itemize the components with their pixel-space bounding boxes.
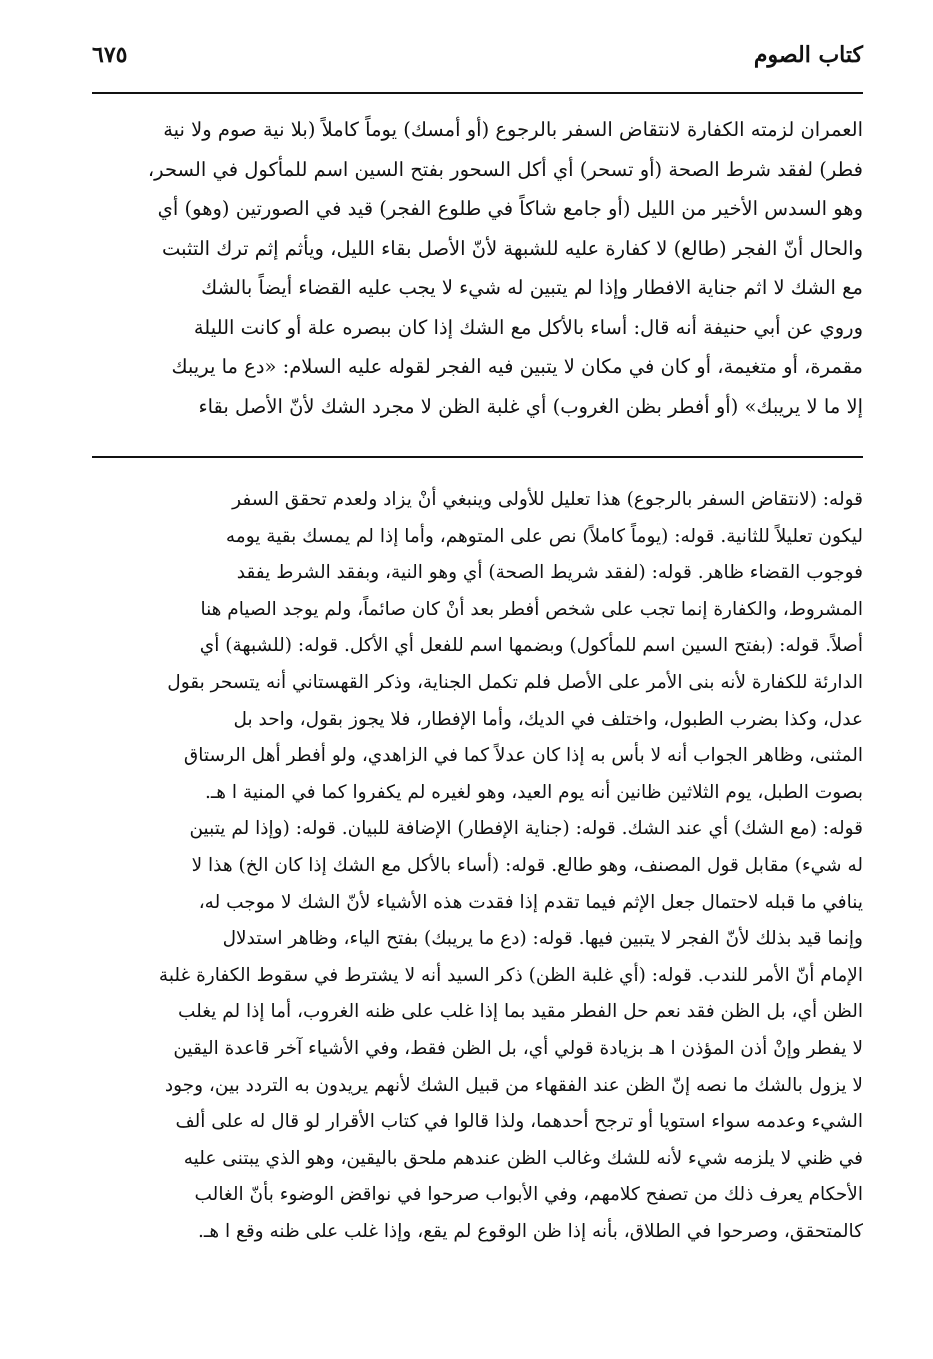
commentary-line: فوجوب القضاء ظاهر. قوله: (لفقد شريط الصحة) أي وهو النية، وبفقد الشرط يفقد [236, 562, 863, 584]
commentary-line: قوله: (مع الشك) أي عند الشك. قوله: (جناية الإفطار) الإضافة للبيان. قوله: (وإذا لم يتبين [189, 818, 863, 840]
main-text-line: وروي عن أبي حنيفة أنه قال: أساء بالأكل مع الشك إذا كان ببصره علة أو كانت الليلة [193, 315, 863, 339]
commentary-line: عدل، وكذا بضرب الطبول، واختلف في الديك، وأما الإفطار، فلا يجوز بقول، واحد بل [233, 708, 863, 730]
commentary-text [92, 482, 863, 1250]
main-text-line: والحال أنّ الفجر (طالع) لا كفارة عليه للشبهة لأنّ الأصل بقاء الليل، ويأثم إثم ترك التثبت [161, 236, 863, 260]
header-rule [92, 92, 863, 94]
commentary-line: الأحكام يعرف ذلك من تصفح كلامهم، وفي الأبواب صرحوا في نواقض الوضوء بأنّ الغالب [194, 1184, 863, 1206]
main-text [92, 110, 863, 426]
commentary-line: المثنى، وظاهر الجواب أنه لا بأس به إذا كان عدلاً كما في الزاهدي، ولو أفطر أهل الرستاق [183, 745, 863, 767]
page-number: ٦٧٥ [92, 42, 128, 68]
section-divider [92, 456, 863, 458]
commentary-line: الدارئة للكفارة لأنه بنى الأمر على الأصل فلم تكمل الجناية، وذكر القهستاني أنه يتسحر بقول [167, 671, 863, 693]
commentary-line: قوله: (لانتقاض السفر بالرجوع) هذا تعليل للأولى وينبغي أنْ يزاد ولعدم تحقق السفر [232, 489, 863, 510]
commentary-line: لا يفطر وإنْ أذن المؤذن ا هـ بزيادة قولي أي، بل الظن فقط، وفي الأشياء آخر قاعدة اليقين [173, 1037, 863, 1059]
commentary-line: ليكون تعليلاً للثانية. قوله: (يوماً كاملاً) نص على المتوهم، وأما إذا لم يمسك بقية يومه [225, 525, 863, 547]
main-text-line: فطر) لفقد شرط الصحة (أو تسحر) أي أكل السحور بفتح السين اسم للمأكول في السحر، [147, 157, 863, 181]
page-title: كتاب الصوم [753, 42, 863, 68]
commentary-line: في ظني لا يلزمه شيء لأنه للشك وغالب الظن عندهم ملحق باليقين، وهو الذي يبتنى عليه [183, 1147, 863, 1169]
commentary-line: أصلاً. قوله: (بفتح السين اسم للمأكول) وبضمها اسم للفعل أي الأكل. قوله: (للشبهة) أي [199, 635, 863, 657]
commentary-line: المشروط، والكفارة إنما تجب على شخص أفطر بعد أنْ كان صائماً، ولم يوجد الصيام هنا [200, 598, 863, 620]
commentary-line: لا يزول بالشك ما نصه إنّ الظن عند الفقهاء من قبيل الشك لأنهم يريدون به التردد بين، وجود [164, 1074, 863, 1096]
commentary-line: الشيء وعدمه سواء استويا أو ترجح أحدهما، ولذا قالوا في كتاب الأقرار لو قال له على ألف [175, 1111, 863, 1133]
main-text-line: وهو السدس الأخير من الليل (أو جامع شاكاً في طلوع الفجر) قيد في الصورتين (وهو) أي [157, 197, 863, 220]
page-header [92, 42, 863, 78]
commentary-line: وإنما قيد بذلك لأنّ الفجر لا يتبين فيها. قوله: (دع ما يريبك) بفتح الياء، وظاهر استدلال [222, 928, 863, 950]
main-text-line: العمران لزمته الكفارة لانتقاض السفر بالرجوع (أو أمسك) يوماً كاملاً (بلا نية صوم ولا نية [163, 118, 863, 141]
main-text-line: إلا ما لا يريبك» (أو أفطر بظن الغروب) أي غلبة الظن لا مجرد الشك لأنّ الأصل بقاء [198, 394, 863, 418]
commentary-line: الإمام أنّ الأمر للندب. قوله: (أي غلبة الظن) ذكر السيد أنه لا يشترط في سقوط الكفارة غلبة [158, 964, 863, 986]
main-text-line: مع الشك لا اثم جناية الافطار وإذا لم يتبين له شيء لا يجب عليه القضاء أيضاً بالشك [201, 276, 863, 299]
commentary-line: الظن أي، بل الظن فقد نعم حل الفطر مقيد بما إذا غلب على ظنه الغروب، أما إذا لم يغلب [177, 1001, 863, 1023]
commentary-line: كالمتحقق، وصرحوا في الطلاق، بأنه إذا ظن الوقوع لم يقع، وإذا غلب على ظنه وقع ا هـ. [198, 1220, 863, 1242]
main-text-line: مقمرة، أو متغيمة، أو كان في مكان لا يتبين فيه الفجر لقوله عليه السلام: «دع ما يريبك [171, 355, 863, 378]
commentary-line: له شيء) مقابل قول المصنف، وهو طالع. قوله: (أساء بالأكل مع الشك إذا كان الخ) هذا لا [191, 854, 863, 876]
commentary-line: ينافي ما قبله لاحتمال جعل الإثم فيما تقدم إذا فقدت هذه الأشياء لأنّ الشك لا موجب له، [198, 891, 863, 913]
commentary-line: بصوت الطبل، يوم الثلاثين ظانين أنه يوم العيد، وهو لغيره لم يكفروا كما في المنية ا هـ. [204, 781, 863, 803]
